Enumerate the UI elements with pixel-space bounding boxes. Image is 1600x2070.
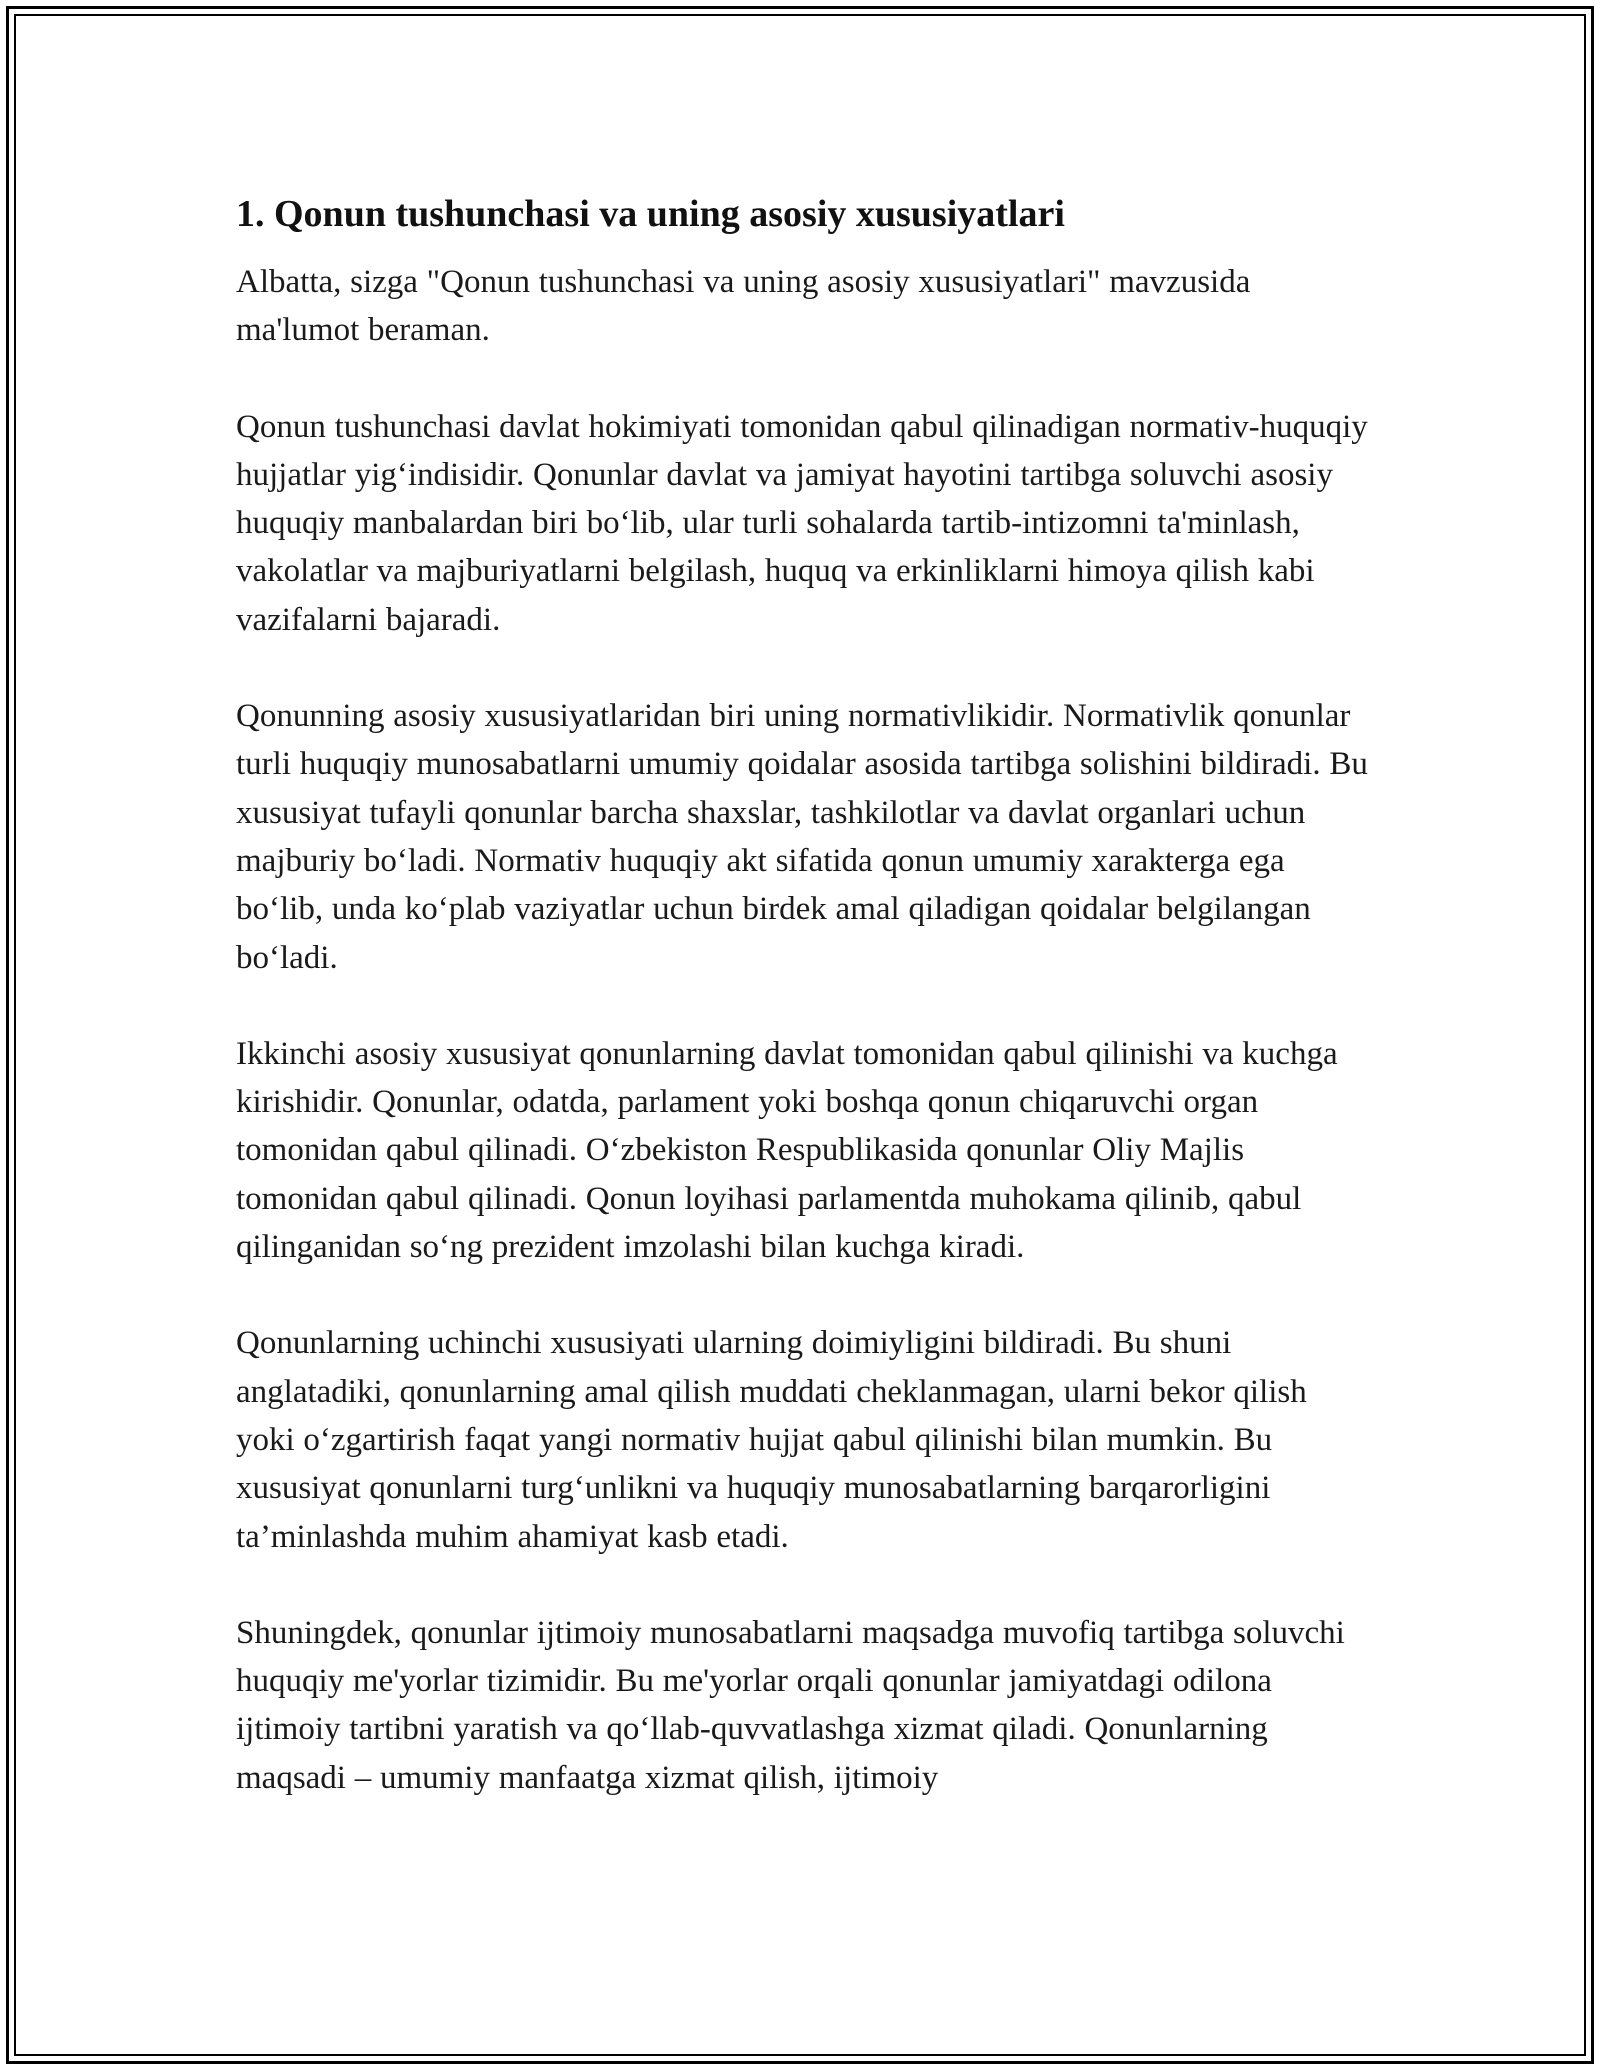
paragraph-social-norms: Shuningdek, qonunlar ijtimoiy munosabatlarni maqsadga muvofiq tartibga soluvchi huquqiy me'yorlar tizimidir. Bu me'yorlar orqali qonunlar jamiyatdagi odilona ijtimoiy tartibni yaratish va qo‘llab-quvvatlashga xizmat qiladi. Qonunlarning maqsadi – umumiy manfaatga xizmat qilish, ijtimoiy <box>236 1614 1345 1796</box>
paragraph-permanence: Qonunlarning uchinchi xususiyati ularning doimiyligini bildiradi. Bu shuni anglatadiki, qonunlarning amal qilish muddati cheklanmagan, ularni bekor qilish yoki o‘zgartirish faqat yangi normativ hujjat qabul qilinishi bilan mumkin. Bu xususiyat qonunlarni turg‘unlikni va huquqiy munosabatlarning barqarorligini ta’minlashda muhim ahamiyat kasb etadi. <box>236 1325 1307 1555</box>
paragraph-intro: Albatta, sizga "Qonun tushunchasi va uning asosiy xususiyatlari" mavzusida ma'lumot beraman. <box>236 264 1251 349</box>
paragraph-normativity: Qonunning asosiy xususiyatlaridan biri uning normativlikidir. Normativlik qonunlar turli huquqiy munosabatlarni umumiy qoidalar asosida tartibga solishini bildiradi. Bu xususiyat tufayli qonunlar barcha shaxslar, tashkilotlar va davlat organlari uchun majburiy bo‘ladi. Normativ huquqiy akt sifatida qonun umumiy xarakterga ega bo‘lib, unda ko‘plab vaziyatlar uchun birdek amal qiladigan qoidalar belgilangan bo‘ladi. <box>236 698 1368 976</box>
paragraph-adoption: Ikkinchi asosiy xususiyat qonunlarning davlat tomonidan qabul qilinishi va kuchga kirishidir. Qonunlar, odatda, parlament yoki boshqa qonun chiqaruvchi organ tomonidan qabul qilinadi. O‘zbekiston Respublikasida qonunlar Oliy Majlis tomonidan qabul qilinadi. Qonun loyihasi parlamentda muhokama qilinib, qabul qilinganidan so‘ng prezident imzolashi bilan kuchga kiradi. <box>236 1035 1338 1266</box>
paragraph-definition: Qonun tushunchasi davlat hokimiyati tomonidan qabul qilinadigan normativ-huquqiy hujjatlar yig‘indisidir. Qonunlar davlat va jamiyat hayotini tartibga soluvchi asosiy huquqiy manbalardan biri bo‘lib, ular turli sohalarda tartib-intizomni ta'minlash, vakolatlar va majburiyatlarni belgilash, huquq va erkinliklarni himoya qilish kabi vazifalarni bajaradi. <box>236 408 1368 638</box>
document-body <box>236 190 1371 1850</box>
document-title: 1. Qonun tushunchasi va uning asosiy xususiyatlari <box>236 193 1065 235</box>
